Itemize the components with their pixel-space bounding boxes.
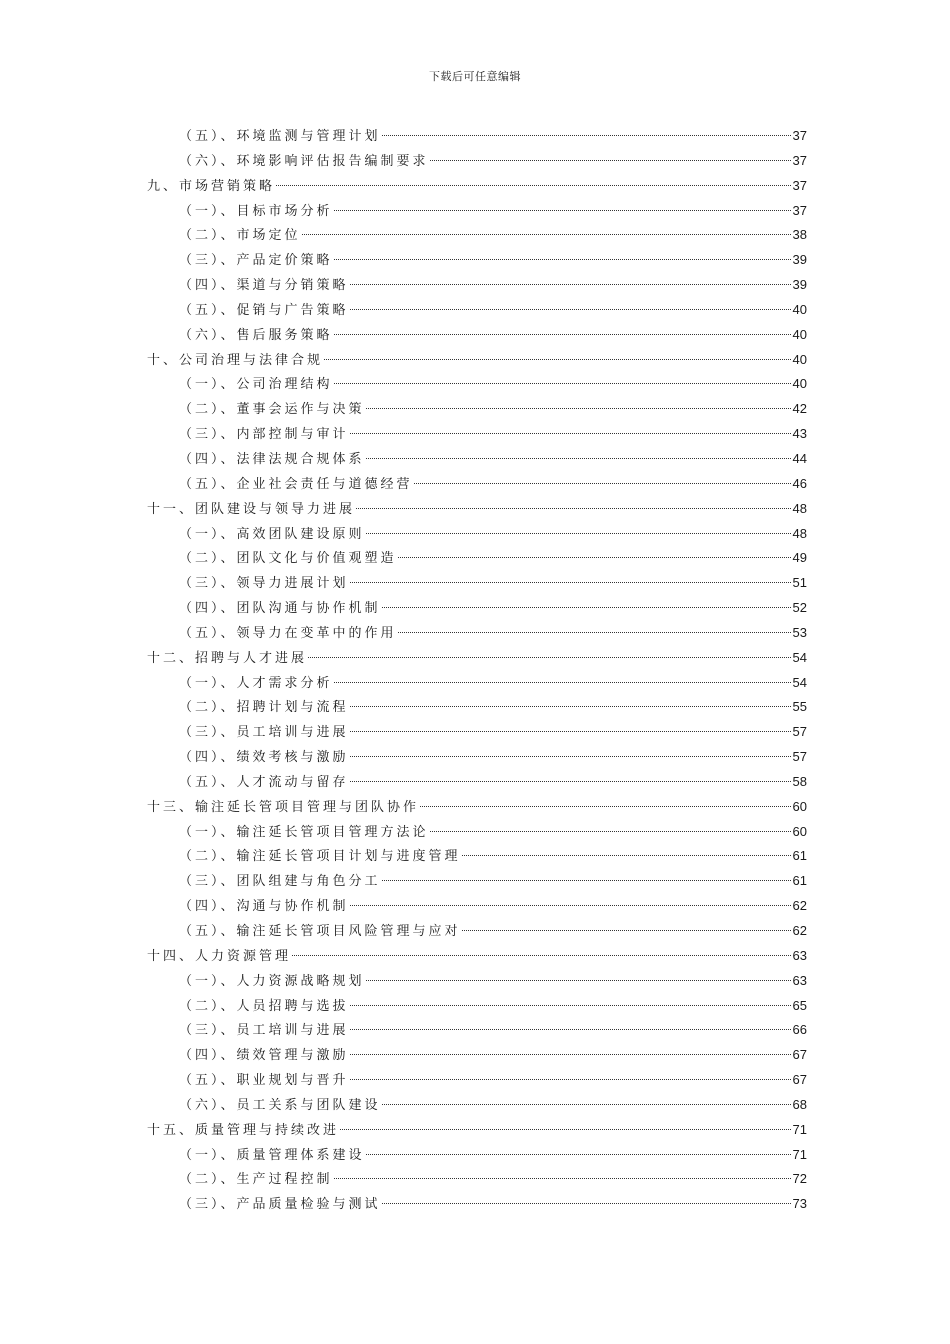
toc-chapter-entry[interactable]	[147, 1118, 807, 1143]
toc-section-entry[interactable]	[147, 844, 807, 869]
toc-entry-title: （三）、员工培训与进展	[179, 1023, 349, 1039]
toc-dot-leader	[350, 781, 791, 782]
toc-dot-leader	[382, 135, 791, 136]
toc-page-number: 42	[792, 401, 807, 417]
toc-section-entry[interactable]	[147, 994, 807, 1019]
toc-page-number: 51	[792, 575, 807, 591]
toc-page-number: 37	[792, 152, 807, 168]
toc-dot-leader	[430, 831, 791, 832]
toc-page-number: 48	[792, 500, 807, 516]
toc-section-entry[interactable]	[147, 298, 807, 323]
toc-section-entry[interactable]	[147, 695, 807, 720]
toc-page-number: 58	[792, 773, 807, 789]
toc-dot-leader	[350, 433, 791, 434]
toc-dot-leader	[350, 1079, 791, 1080]
toc-dot-leader	[366, 533, 791, 534]
toc-page-number: 63	[792, 947, 807, 963]
toc-dot-leader	[350, 1005, 791, 1006]
toc-section-entry[interactable]	[147, 571, 807, 596]
toc-section-entry[interactable]	[147, 546, 807, 571]
toc-section-entry[interactable]	[147, 522, 807, 547]
toc-section-entry[interactable]	[147, 397, 807, 422]
toc-page-number: 44	[792, 450, 807, 466]
toc-dot-leader	[334, 383, 791, 384]
toc-page-number: 66	[792, 1022, 807, 1038]
toc-dot-leader	[334, 259, 791, 260]
toc-dot-leader	[350, 309, 791, 310]
toc-dot-leader	[350, 1029, 791, 1030]
toc-section-entry[interactable]	[147, 621, 807, 646]
toc-section-entry[interactable]	[147, 124, 807, 149]
toc-entry-title: （一）、人才需求分析	[179, 675, 333, 691]
toc-page-number: 60	[792, 823, 807, 839]
toc-dot-leader	[324, 359, 791, 360]
toc-page-number: 63	[792, 972, 807, 988]
toc-page-number: 68	[792, 1096, 807, 1112]
toc-dot-leader	[334, 334, 791, 335]
toc-chapter-entry[interactable]	[147, 497, 807, 522]
toc-entry-title: （三）、产品定价策略	[179, 253, 333, 269]
toc-entry-title: （四）、绩效管理与激励	[179, 1048, 349, 1064]
toc-section-entry[interactable]	[147, 596, 807, 621]
toc-dot-leader	[420, 806, 791, 807]
toc-entry-title: （一）、公司治理结构	[179, 377, 333, 393]
toc-page-number: 37	[792, 177, 807, 193]
toc-dot-leader	[334, 682, 791, 683]
toc-entry-title: （一）、高效团队建设原则	[179, 526, 365, 542]
toc-dot-leader	[382, 1104, 791, 1105]
toc-dot-leader	[366, 458, 791, 459]
toc-dot-leader	[398, 557, 791, 558]
toc-dot-leader	[366, 408, 791, 409]
toc-entry-title: （二）、市场定位	[179, 228, 301, 244]
toc-entry-title: （四）、法律法规合规体系	[179, 451, 365, 467]
toc-section-entry[interactable]	[147, 323, 807, 348]
page-header-note: 下载后可任意编辑	[429, 70, 521, 83]
toc-entry-title: （一）、输注延长管项目管理方法论	[179, 824, 429, 840]
toc-section-entry[interactable]	[147, 199, 807, 224]
toc-page-number: 43	[792, 426, 807, 442]
toc-section-entry[interactable]	[147, 969, 807, 994]
toc-page-number: 61	[792, 848, 807, 864]
toc-entry-title: 九、市场营销策略	[147, 178, 276, 194]
toc-section-entry[interactable]	[147, 372, 807, 397]
toc-dot-leader	[414, 483, 791, 484]
toc-section-entry[interactable]	[147, 223, 807, 248]
toc-dot-leader	[350, 706, 791, 707]
toc-section-entry[interactable]	[147, 422, 807, 447]
toc-entry-title: （一）、质量管理体系建设	[179, 1147, 365, 1163]
toc-page-number: 67	[792, 1072, 807, 1088]
toc-page-number: 40	[792, 326, 807, 342]
toc-entry-title: （二）、团队文化与价值观塑造	[179, 551, 397, 567]
toc-entry-title: （五）、企业社会责任与道德经营	[179, 476, 413, 492]
toc-entry-title: （三）、领导力进展计划	[179, 576, 349, 592]
toc-dot-leader	[292, 955, 791, 956]
toc-entry-title: （二）、董事会运作与决策	[179, 402, 365, 418]
toc-section-entry[interactable]	[147, 1043, 807, 1068]
toc-page-number: 37	[792, 202, 807, 218]
toc-dot-leader	[366, 980, 791, 981]
toc-dot-leader	[350, 905, 791, 906]
toc-page-number: 57	[792, 724, 807, 740]
toc-dot-leader	[302, 234, 791, 235]
toc-entry-title: （四）、绩效考核与激励	[179, 750, 349, 766]
toc-section-entry[interactable]	[147, 248, 807, 273]
toc-page-number: 39	[792, 277, 807, 293]
toc-entry-title: （五）、环境监测与管理计划	[179, 129, 381, 144]
toc-page-number: 65	[792, 997, 807, 1013]
toc-entry-title: （五）、人才流动与留存	[179, 774, 349, 790]
toc-section-entry[interactable]	[147, 1093, 807, 1118]
toc-entry-title: 十一、团队建设与领导力进展	[147, 501, 356, 517]
toc-page-number: 48	[792, 525, 807, 541]
toc-section-entry[interactable]	[147, 745, 807, 770]
toc-dot-leader	[350, 756, 791, 757]
toc-section-entry[interactable]	[147, 919, 807, 944]
toc-page-number: 52	[792, 600, 807, 616]
toc-dot-leader	[276, 185, 791, 186]
toc-page-number: 71	[792, 1121, 807, 1137]
toc-dot-leader	[350, 582, 791, 583]
toc-section-entry[interactable]	[147, 720, 807, 745]
toc-page-number: 60	[792, 798, 807, 814]
toc-entry-title: （一）、目标市场分析	[179, 203, 333, 219]
toc-chapter-entry[interactable]	[147, 348, 807, 373]
toc-page-number: 55	[792, 699, 807, 715]
toc-dot-leader	[350, 284, 791, 285]
toc-section-entry[interactable]	[147, 273, 807, 298]
toc-chapter-entry[interactable]	[147, 174, 807, 199]
toc-entry-title: （四）、渠道与分销策略	[179, 278, 349, 294]
toc-section-entry[interactable]	[147, 472, 807, 497]
toc-dot-leader	[334, 210, 791, 211]
toc-dot-leader	[350, 1054, 791, 1055]
toc-page-number: 54	[792, 674, 807, 690]
toc-entry-title: （二）、生产过程控制	[179, 1172, 333, 1188]
toc-dot-leader	[398, 632, 791, 633]
toc-section-entry[interactable]	[147, 1167, 807, 1192]
toc-chapter-entry[interactable]	[147, 944, 807, 969]
toc-entry-title: （二）、人员招聘与选拔	[179, 998, 349, 1014]
toc-section-entry[interactable]	[147, 1192, 807, 1217]
toc-page-number: 37	[792, 128, 807, 143]
toc-entry-title: 十五、质量管理与持续改进	[147, 1122, 340, 1138]
toc-page-number: 61	[792, 873, 807, 889]
toc-chapter-entry[interactable]	[147, 646, 807, 671]
toc-entry-title: （五）、促销与广告策略	[179, 302, 349, 318]
toc-dot-leader	[356, 508, 791, 509]
toc-section-entry[interactable]	[147, 1018, 807, 1043]
toc-dot-leader	[382, 607, 791, 608]
table-of-contents	[147, 124, 807, 1217]
toc-entry-title: （五）、职业规划与晋升	[179, 1073, 349, 1089]
toc-entry-title: （四）、团队沟通与协作机制	[179, 601, 381, 617]
toc-page-number: 62	[792, 923, 807, 938]
toc-entry-title: （六）、环境影响评估报告编制要求	[179, 153, 429, 169]
toc-entry-title: 十、公司治理与法律合规	[147, 352, 324, 368]
toc-entry-title: （三）、员工培训与进展	[179, 725, 349, 741]
toc-entry-title: （五）、输注延长管项目风险管理与应对	[179, 924, 461, 939]
toc-page-number: 38	[792, 227, 807, 243]
toc-page-number: 49	[792, 550, 807, 566]
toc-chapter-entry[interactable]	[147, 795, 807, 820]
toc-entry-title: 十三、输注延长管项目管理与团队协作	[147, 799, 420, 815]
toc-page-number: 54	[792, 649, 807, 665]
toc-page-number: 71	[792, 1146, 807, 1162]
toc-dot-leader	[308, 657, 791, 658]
toc-dot-leader	[366, 1154, 791, 1155]
toc-page-number: 40	[792, 351, 807, 367]
toc-entry-title: 十二、招聘与人才进展	[147, 650, 308, 666]
toc-entry-title: （一）、人力资源战略规划	[179, 973, 365, 989]
toc-dot-leader	[382, 880, 791, 881]
toc-page-number: 40	[792, 376, 807, 392]
toc-page-number: 62	[792, 898, 807, 914]
toc-dot-leader	[340, 1129, 791, 1130]
toc-entry-title: （三）、产品质量检验与测试	[179, 1197, 381, 1213]
toc-dot-leader	[350, 731, 791, 732]
toc-entry-title: （六）、售后服务策略	[179, 327, 333, 343]
toc-page-number: 40	[792, 301, 807, 317]
toc-dot-leader	[430, 160, 791, 161]
toc-section-entry[interactable]	[147, 770, 807, 795]
toc-entry-title: 十四、人力资源管理	[147, 948, 292, 964]
toc-section-entry[interactable]	[147, 1068, 807, 1093]
toc-dot-leader	[334, 1178, 791, 1179]
toc-page-number: 67	[792, 1047, 807, 1063]
toc-section-entry[interactable]	[147, 894, 807, 919]
toc-entry-title: （三）、内部控制与审计	[179, 427, 349, 443]
toc-section-entry[interactable]	[147, 671, 807, 696]
toc-dot-leader	[462, 855, 791, 856]
toc-section-entry[interactable]	[147, 1143, 807, 1168]
toc-page-number: 72	[792, 1171, 807, 1187]
toc-section-entry[interactable]	[147, 447, 807, 472]
toc-section-entry[interactable]	[147, 869, 807, 894]
toc-entry-title: （六）、员工关系与团队建设	[179, 1097, 381, 1113]
toc-page-number: 39	[792, 252, 807, 268]
toc-page-number: 46	[792, 475, 807, 491]
toc-section-entry[interactable]	[147, 820, 807, 845]
toc-dot-leader	[382, 1203, 791, 1204]
toc-section-entry[interactable]	[147, 149, 807, 174]
toc-page-number: 53	[792, 624, 807, 640]
toc-entry-title: （四）、沟通与协作机制	[179, 899, 349, 915]
toc-entry-title: （二）、输注延长管项目计划与进度管理	[179, 849, 461, 865]
toc-entry-title: （三）、团队组建与角色分工	[179, 874, 381, 890]
toc-entry-title: （五）、领导力在变革中的作用	[179, 625, 397, 641]
toc-entry-title: （二）、招聘计划与流程	[179, 700, 349, 716]
toc-page-number: 73	[792, 1196, 807, 1212]
toc-dot-leader	[462, 930, 791, 931]
toc-page-number: 57	[792, 749, 807, 765]
